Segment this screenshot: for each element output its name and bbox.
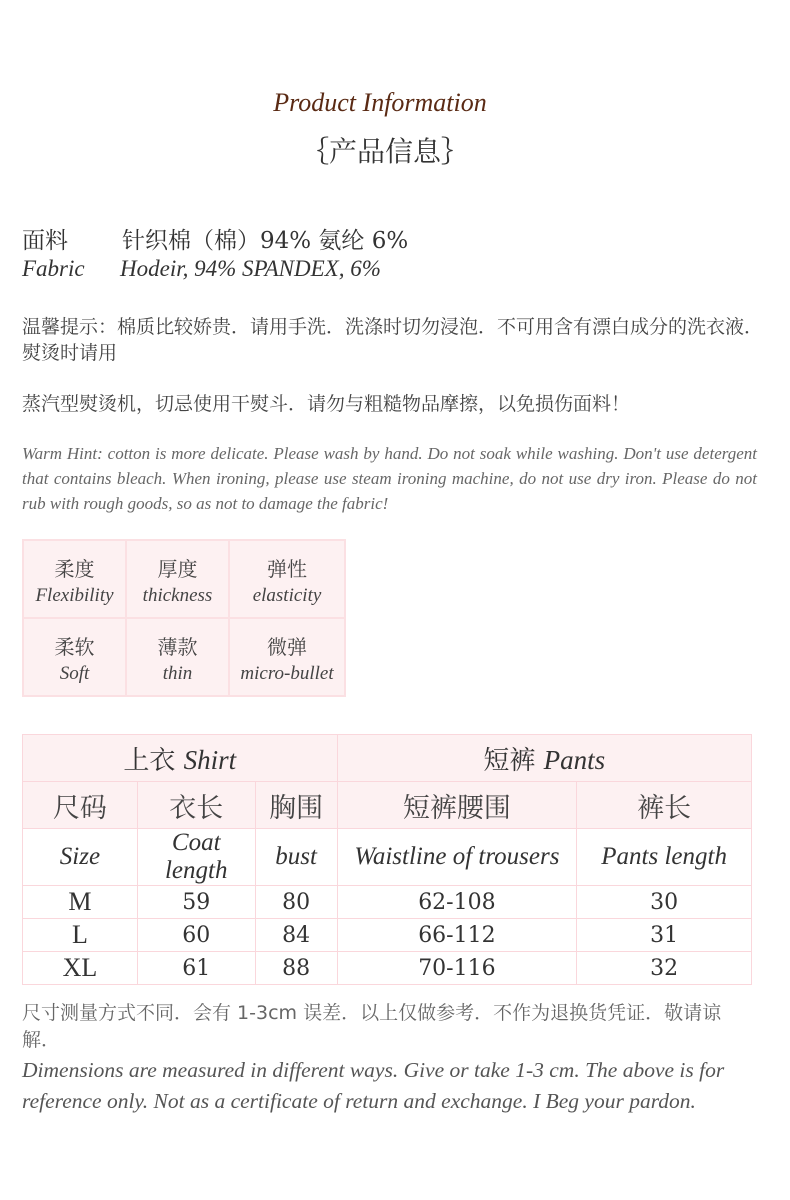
- column-header-en: Size: [23, 829, 138, 886]
- shirt-group-header: [23, 735, 338, 782]
- property-en: Soft: [59, 663, 90, 684]
- column-header-cn: 胸围: [255, 782, 337, 829]
- shirt-label-cn: 上衣: [123, 745, 176, 776]
- shirt-label-en: Shirt: [183, 744, 237, 775]
- coat-length-cell: 60: [137, 919, 255, 952]
- bust-cell: 80: [255, 886, 337, 919]
- property-en: thin: [162, 663, 193, 684]
- property-cell: [23, 540, 126, 618]
- pants-group-header: [337, 735, 751, 782]
- care-tip-cn: 温馨提示：棉质比较娇贵．请用手洗．洗涤时切勿浸泡．不可用含有漂白成分的洗衣液．熨烫时请用: [22, 316, 764, 364]
- column-header-cn: 短裤腰围: [337, 782, 577, 829]
- property-en: thickness: [142, 585, 213, 606]
- pants-length-cell: 30: [577, 886, 752, 919]
- size-cell: XL: [23, 952, 138, 985]
- waistline-cell: 62-108: [337, 886, 577, 919]
- table-row: [23, 919, 752, 952]
- property-cell: [229, 618, 345, 696]
- property-cn: 弹性: [267, 557, 307, 581]
- table-row: [23, 952, 752, 985]
- care-hint-en: Warm Hint: cotton is more delicate. Please wash by hand. Do not soak while washing. Don't use detergent that contains bleach. When ironing, please use steam ironing machine, do not use dry iron. Please do not rub with rough goods, so as not to damage the fabric!: [22, 444, 757, 513]
- bust-cell: 88: [255, 952, 337, 985]
- property-cn: 微弹: [267, 635, 307, 659]
- pants-length-cell: 32: [577, 952, 752, 985]
- column-header-en: Waistline of trousers: [337, 829, 577, 886]
- pants-length-cell: 31: [577, 919, 752, 952]
- column-header-cn: 衣长: [137, 782, 255, 829]
- fabric-label-en: Fabric: [22, 256, 85, 281]
- fabric-value-en: Hodeir, 94% SPANDEX, 6%: [120, 256, 381, 281]
- fabric-properties-table: [22, 539, 346, 697]
- column-header-en: Pants length: [577, 829, 752, 886]
- property-cn: 薄款: [157, 635, 198, 659]
- coat-length-cell: 61: [137, 952, 255, 985]
- care-tip-cn-2: 蒸汽型熨烫机，切忌使用干熨斗．请勿与粗糙物品摩擦，以免损伤面料！: [22, 393, 631, 415]
- property-cell: [126, 618, 229, 696]
- property-cell: [229, 540, 345, 618]
- fabric-value-cn: 针织棉（棉）94% 氨纶 6%: [122, 228, 409, 254]
- size-table-header-cn: [23, 782, 752, 829]
- property-en: Flexibility: [35, 585, 114, 606]
- property-en: elasticity: [252, 585, 322, 606]
- pants-label-cn: 短裤: [483, 745, 536, 776]
- size-table-header-en: [23, 829, 752, 886]
- property-cn: 柔度: [54, 557, 95, 581]
- property-cn: 厚度: [157, 557, 198, 581]
- column-header-en: Coat length: [137, 829, 255, 886]
- measurement-note-en: Dimensions are measured in different ways. Give or take 1-3 cm. The above is for reference only. Not as a certificate of return and exchange. I Beg your pardon.: [22, 1058, 725, 1113]
- fabric-line-en: [22, 256, 381, 282]
- waistline-cell: 70-116: [337, 952, 577, 985]
- property-cell: [23, 618, 126, 696]
- measurement-note-cn: 尺寸测量方式不同．会有 1-3cm 误差．以上仅做参考．不作为退换货凭证．敬请谅解．: [22, 1002, 722, 1051]
- property-cn: 柔软: [54, 635, 95, 659]
- pants-label-en: Pants: [543, 744, 606, 775]
- size-cell: L: [23, 919, 138, 952]
- column-header-cn: 裤长: [577, 782, 752, 829]
- column-header-en: bust: [255, 829, 337, 886]
- fabric-line-cn: [22, 222, 409, 255]
- page-title-cn: ｛产品信息｝: [300, 135, 469, 168]
- page-title-en: Product Information: [273, 88, 487, 117]
- size-table-group-header: [23, 735, 752, 782]
- bust-cell: 84: [255, 919, 337, 952]
- size-cell: M: [23, 886, 138, 919]
- size-table: [22, 734, 752, 985]
- table-row: [23, 886, 752, 919]
- fabric-label-cn: 面料: [22, 228, 68, 254]
- property-en: micro-bullet: [240, 663, 334, 684]
- property-cell: [126, 540, 229, 618]
- waistline-cell: 66-112: [337, 919, 577, 952]
- column-header-cn: 尺码: [23, 782, 138, 829]
- coat-length-cell: 59: [137, 886, 255, 919]
